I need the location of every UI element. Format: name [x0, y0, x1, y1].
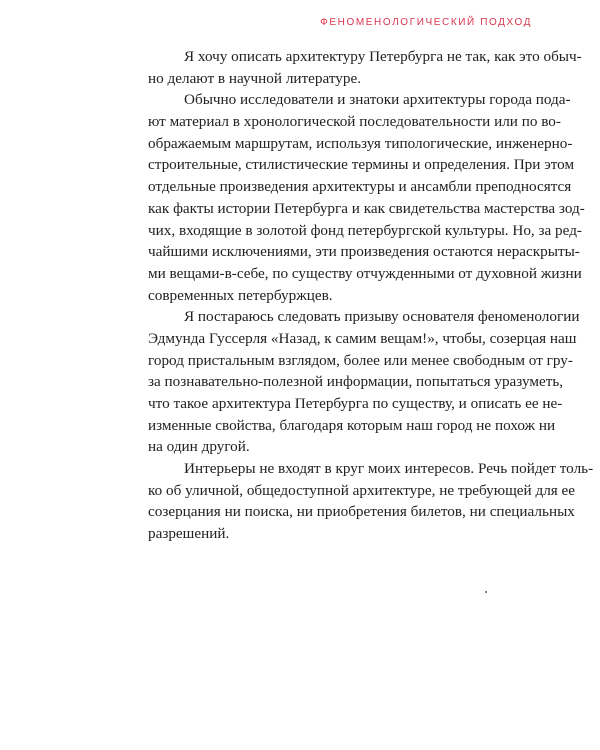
text-line: ображаемым маршрутам, используя типологические, инженерно-	[148, 134, 573, 152]
text-line: ют материал в хронологической последовательности или по во-	[148, 113, 561, 131]
paragraph	[148, 306, 580, 458]
text-line: на один другой.	[148, 438, 250, 456]
text-line: Я хочу описать архитектуру Петербурга не так, как это обыч-	[184, 48, 582, 65]
text-line: Я постараюсь следовать призыву основателя феноменологии	[184, 308, 580, 326]
page-speck	[485, 591, 487, 593]
text-line: созерцания ни поиска, ни приобретения билетов, ни специальных	[148, 503, 575, 521]
paragraph	[148, 89, 585, 306]
text-line: современных петербуржцев.	[148, 286, 333, 304]
text-line: город пристальным взглядом, более или менее свободным от гру-	[148, 351, 573, 369]
body-text	[148, 46, 594, 545]
text-line: Интерьеры не входят в круг моих интересов. Речь пойдет толь-	[184, 460, 594, 478]
text-line: чайшими исключениями, эти произведения остаются нераскрыты-	[148, 243, 580, 261]
text-line: разрешений.	[148, 525, 230, 543]
text-line: что такое архитектура Петербурга по существу, и описать ее не-	[148, 395, 563, 412]
text-line: ко об уличной, общедоступной архитектуре, не требующей для ее	[148, 481, 576, 499]
text-line: отдельные произведения архитектуры и ансамбли преподносятся	[148, 178, 572, 196]
text-line: Обычно исследователи и знатоки архитектуры города пода-	[184, 91, 571, 109]
text-line: как факты истории Петербурга и как свидетельства мастерства зод-	[148, 199, 585, 217]
text-line: Эдмунда Гуссерля «Назад, к самим вещам!», чтобы, созерцая наш	[148, 329, 577, 347]
text-line: чих, входящие в золотой фонд петербургской культуры. Но, за ред-	[148, 221, 582, 239]
paragraph	[148, 458, 594, 545]
text-line: за познавательно-полезной информации, попытаться уразуметь,	[148, 373, 564, 391]
paragraph	[148, 46, 582, 89]
text-line: ми вещами-в-себе, по существу отчужденными от духовной жизни	[148, 264, 582, 282]
running-header: ФЕНОМЕНОЛОГИЧЕСКИЙ ПОДХОД	[320, 17, 532, 28]
text-line: но делают в научной литературе.	[148, 69, 362, 87]
text-line: изменные свойства, благодаря которым наш город не похож ни	[148, 416, 556, 434]
text-line: строительные, стилистические термины и определения. При этом	[148, 156, 575, 174]
